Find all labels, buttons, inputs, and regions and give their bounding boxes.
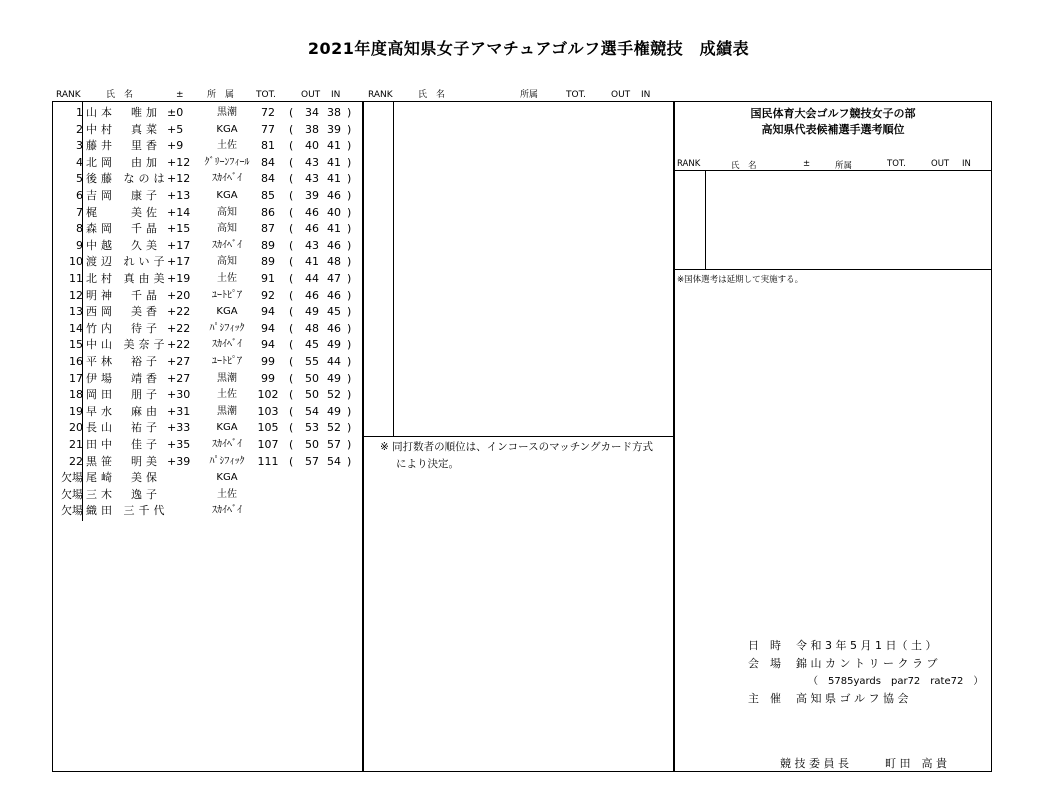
left-header-out: OUT [301, 90, 321, 100]
out-score: 54 [305, 404, 319, 418]
player-name: 黒笹 明美 [86, 454, 161, 468]
paren-close: ) [347, 205, 352, 219]
score-diff: +17 [167, 238, 191, 252]
host-value: 高 知 県 ゴ ル フ 協 会 [796, 692, 909, 705]
paren-close: ) [347, 371, 352, 385]
left-header-in: IN [331, 90, 341, 100]
absent-row [53, 487, 362, 503]
in-score: 48 [327, 255, 341, 269]
affiliation: ｽｶｲﾍﾞｲ [212, 505, 242, 517]
score-diff: +33 [167, 421, 191, 435]
rank-cell: 20 [69, 421, 83, 435]
selection-note: ※国体選考は延期して実施する。 [677, 275, 804, 285]
player-name: 長山 祐子 [86, 421, 161, 435]
total-score: 99 [261, 371, 275, 385]
player-name: 中山 美奈子 [86, 338, 169, 352]
affiliation: 高知 [217, 206, 237, 218]
rank-cell: 11 [69, 272, 83, 285]
player-name: 早水 麻由 [86, 404, 161, 418]
rank-cell: 16 [69, 355, 83, 368]
paren-close: ) [347, 454, 352, 468]
paren-open: ( [289, 371, 294, 385]
table-row [53, 371, 362, 387]
paren-close: ) [347, 238, 352, 252]
in-score: 52 [327, 388, 341, 402]
score-diff: +30 [167, 388, 191, 402]
right-table-bottom-rule [675, 269, 991, 270]
player-name: 山本 唯加 [86, 106, 161, 119]
paren-close: ) [347, 421, 352, 435]
player-name: 西岡 美香 [86, 305, 161, 319]
paren-open: ( [289, 222, 294, 236]
absent-mark: 欠場 [61, 504, 83, 518]
absent-row [53, 470, 362, 486]
mid-header-rank: RANK [368, 90, 393, 100]
paren-close: ) [347, 122, 352, 136]
date-value: 令 和 3 年 5 月 1 日（ 土 ） [796, 639, 937, 652]
in-score: 46 [327, 321, 341, 335]
venue-label: 会 場 [748, 657, 781, 670]
score-diff: +17 [167, 255, 191, 269]
right-header-in: IN [962, 159, 971, 169]
rank-cell: 13 [69, 305, 83, 319]
table-row [53, 420, 362, 436]
table-row [53, 337, 362, 353]
out-score: 41 [305, 255, 319, 269]
score-diff: +9 [167, 139, 184, 153]
out-score: 46 [305, 222, 319, 236]
score-diff: ±0 [167, 106, 184, 119]
tie-note-line1: ※ 同打数者の順位は、インコースのマッチングカード方式 [380, 441, 653, 453]
total-score: 94 [261, 338, 275, 352]
paren-close: ) [347, 438, 352, 451]
score-diff: +19 [167, 272, 191, 285]
right-header-name: 氏 名 [731, 161, 757, 171]
affiliation: ｽｶｲﾍﾞｲ [212, 173, 242, 185]
total-score: 92 [261, 288, 275, 302]
score-diff: +12 [167, 172, 191, 186]
player-name: 北岡 由加 [86, 155, 161, 169]
affiliation: 黒潮 [217, 372, 237, 384]
rank-cell: 7 [76, 205, 83, 219]
score-diff: +20 [167, 288, 191, 302]
paren-open: ( [289, 421, 294, 435]
absent-mark: 欠場 [61, 471, 83, 485]
paren-open: ( [289, 404, 294, 418]
table-row [53, 404, 362, 420]
out-score: 50 [305, 371, 319, 385]
paren-open: ( [289, 454, 294, 468]
rank-cell: 19 [69, 404, 83, 418]
total-score: 94 [261, 321, 275, 335]
right-header-affiliation: 所属 [835, 161, 853, 171]
total-score: 91 [261, 272, 275, 285]
in-score: 46 [327, 288, 341, 302]
selection-title-line2: 高知県代表候補選手選考順位 [761, 123, 905, 136]
table-row [53, 105, 362, 121]
paren-close: ) [347, 355, 352, 368]
affiliation: ｽｶｲﾍﾞｲ [212, 339, 242, 351]
in-score: 49 [327, 371, 341, 385]
out-score: 55 [305, 355, 319, 368]
total-score: 72 [261, 106, 275, 119]
table-row [53, 354, 362, 370]
affiliation: ﾕｰﾄﾋﾟｱ [212, 356, 242, 367]
player-name: 明神 千晶 [86, 288, 161, 302]
player-name: 渡辺 れい子 [86, 255, 169, 269]
total-score: 81 [261, 139, 275, 153]
score-diff: +14 [167, 205, 191, 219]
score-diff: +22 [167, 305, 191, 319]
rank-cell: 1 [76, 106, 83, 119]
affiliation: KGA [216, 190, 238, 201]
total-score: 99 [261, 355, 275, 368]
total-score: 85 [261, 189, 275, 202]
paren-open: ( [289, 255, 294, 269]
player-name: 竹内 待子 [86, 321, 161, 335]
rank-cell: 4 [76, 155, 83, 169]
affiliation: ﾊﾟｼﾌｨｯｸ [209, 322, 245, 334]
paren-open: ( [289, 388, 294, 402]
out-score: 46 [305, 288, 319, 302]
player-name: 田中 佳子 [86, 438, 161, 451]
table-row [53, 271, 362, 287]
table-row [53, 238, 362, 254]
table-row [53, 122, 362, 138]
score-diff: +31 [167, 404, 191, 418]
player-name: 三木 逸子 [86, 487, 161, 501]
left-header-rank: RANK [56, 90, 81, 100]
paren-close: ) [347, 288, 352, 302]
table-row [53, 454, 362, 470]
paren-open: ( [289, 122, 294, 136]
table-row [53, 171, 362, 187]
out-score: 43 [305, 172, 319, 186]
score-diff: +27 [167, 355, 191, 368]
out-score: 57 [305, 454, 319, 468]
table-row [53, 437, 362, 453]
left-header-diff: ± [176, 90, 184, 100]
total-score: 89 [261, 238, 275, 252]
out-score: 38 [305, 122, 319, 136]
in-score: 46 [327, 189, 341, 202]
table-row [53, 387, 362, 403]
score-diff: +22 [167, 321, 191, 335]
affiliation: KGA [216, 306, 238, 318]
absent-mark: 欠場 [61, 487, 83, 501]
player-name: 岡田 朋子 [86, 388, 161, 402]
paren-open: ( [289, 305, 294, 319]
right-header-diff: ± [803, 159, 811, 169]
out-score: 34 [305, 106, 319, 119]
score-diff: +5 [167, 122, 184, 136]
rank-cell: 8 [76, 222, 83, 236]
player-name: 中越 久美 [86, 238, 161, 252]
out-score: 45 [305, 338, 319, 352]
total-score: 107 [257, 438, 279, 451]
rank-cell: 12 [69, 288, 83, 302]
out-score: 53 [305, 421, 319, 435]
affiliation: 土佐 [217, 488, 237, 500]
paren-close: ) [347, 155, 352, 169]
rank-cell: 18 [69, 388, 83, 402]
mid-header-affiliation: 所属 [520, 90, 539, 100]
score-diff: +13 [167, 189, 191, 202]
total-score: 84 [261, 155, 275, 169]
mid-header-name: 氏 名 [418, 90, 446, 100]
paren-open: ( [289, 338, 294, 352]
paren-close: ) [347, 321, 352, 335]
in-score: 46 [327, 238, 341, 252]
in-score: 49 [327, 404, 341, 418]
left-header-name: 氏 名 [106, 90, 134, 100]
out-score: 49 [305, 305, 319, 319]
total-score: 84 [261, 172, 275, 186]
selection-title-line1: 国民体育大会ゴルフ競技女子の部 [750, 107, 916, 120]
paren-open: ( [289, 321, 294, 335]
player-name: 平林 裕子 [86, 355, 161, 368]
tie-note-line2: により決定。 [396, 458, 459, 470]
score-diff: +39 [167, 454, 191, 468]
player-name: 北村 真由美 [86, 272, 169, 285]
paren-open: ( [289, 355, 294, 368]
total-score: 86 [261, 205, 275, 219]
affiliation: 黒潮 [217, 107, 237, 118]
rank-cell: 10 [69, 255, 83, 269]
total-score: 87 [261, 222, 275, 236]
mid-note-rule [364, 436, 673, 437]
paren-close: ) [347, 404, 352, 418]
date-label: 日 時 [748, 639, 781, 652]
in-score: 41 [327, 139, 341, 153]
affiliation: 高知 [217, 223, 237, 235]
affiliation: ｸﾞﾘｰﾝﾌｨｰﾙ [204, 156, 250, 168]
in-score: 57 [327, 438, 341, 451]
in-score: 54 [327, 454, 341, 468]
paren-close: ) [347, 189, 352, 202]
player-name: 吉岡 康子 [86, 189, 161, 202]
out-score: 50 [305, 388, 319, 402]
course-value: （ 5785yards par72 rate72 ） [808, 676, 984, 687]
table-row [53, 321, 362, 337]
rank-cell: 9 [76, 238, 83, 252]
paren-open: ( [289, 272, 294, 285]
player-name: 中村 真菜 [86, 122, 161, 136]
out-score: 48 [305, 321, 319, 335]
in-score: 40 [327, 205, 341, 219]
paren-close: ) [347, 305, 352, 319]
player-name: 織田 三千代 [86, 504, 169, 518]
right-rank-divider [705, 170, 706, 269]
paren-close: ) [347, 388, 352, 402]
table-row [53, 221, 362, 237]
out-score: 46 [305, 205, 319, 219]
left-header-total: TOT. [256, 90, 276, 100]
table-row [53, 138, 362, 154]
in-score: 41 [327, 172, 341, 186]
paren-open: ( [289, 438, 294, 451]
left-header-affiliation: 所 属 [207, 90, 235, 100]
rank-cell: 6 [76, 189, 83, 202]
total-score: 111 [257, 454, 279, 468]
affiliation: KGA [216, 123, 238, 135]
in-score: 47 [327, 272, 341, 285]
total-score: 89 [261, 255, 275, 269]
right-header-out: OUT [931, 159, 950, 169]
rank-cell: 5 [76, 172, 83, 186]
mid-header-total: TOT. [566, 90, 586, 100]
player-name: 後藤 なのは [86, 172, 169, 186]
out-score: 50 [305, 438, 319, 451]
in-score: 49 [327, 338, 341, 352]
score-diff: +15 [167, 222, 191, 236]
affiliation: 土佐 [217, 140, 237, 152]
in-score: 41 [327, 222, 341, 236]
out-score: 43 [305, 155, 319, 169]
in-score: 45 [327, 305, 341, 319]
player-name: 伊場 靖香 [86, 371, 161, 385]
in-score: 39 [327, 122, 341, 136]
table-row [53, 254, 362, 270]
score-diff: +35 [167, 438, 191, 451]
paren-close: ) [347, 172, 352, 186]
total-score: 77 [261, 122, 275, 136]
paren-close: ) [347, 106, 352, 119]
paren-close: ) [347, 222, 352, 236]
affiliation: 土佐 [217, 389, 237, 401]
paren-close: ) [347, 272, 352, 285]
affiliation: ｽｶｲﾍﾞｲ [212, 439, 242, 450]
player-name: 藤井 里香 [86, 139, 161, 153]
affiliation: KGA [216, 472, 238, 484]
out-score: 39 [305, 189, 319, 202]
chair-label: 競 技 委 員 長 [780, 757, 849, 770]
table-row [53, 288, 362, 304]
right-header-rank: RANK [677, 159, 701, 169]
affiliation: ﾊﾟｼﾌｨｯｸ [209, 455, 245, 467]
in-score: 52 [327, 421, 341, 435]
out-score: 44 [305, 272, 319, 285]
paren-close: ) [347, 338, 352, 352]
paren-open: ( [289, 172, 294, 186]
affiliation: ﾕｰﾄﾋﾟｱ [212, 289, 242, 301]
affiliation: 高知 [217, 256, 237, 268]
score-diff: +12 [167, 155, 191, 169]
player-name: 尾崎 美保 [86, 471, 161, 485]
paren-open: ( [289, 155, 294, 169]
paren-open: ( [289, 238, 294, 252]
total-score: 94 [261, 305, 275, 319]
in-score: 44 [327, 355, 341, 368]
paren-close: ) [347, 139, 352, 153]
paren-open: ( [289, 139, 294, 153]
mid-rank-divider [393, 102, 394, 436]
affiliation: 黒潮 [217, 405, 237, 417]
affiliation: 土佐 [217, 273, 237, 284]
player-name: 梶 美佐 [86, 205, 161, 219]
table-row [53, 304, 362, 320]
venue-value: 錦 山 カ ン ト リ ー ク ラ ブ [796, 657, 938, 670]
page-title: 2021年度高知県女子アマチュアゴルフ選手権競技 成績表 [307, 39, 750, 58]
table-row [53, 188, 362, 204]
paren-open: ( [289, 189, 294, 202]
mid-header-in: IN [641, 90, 651, 100]
absent-row [53, 503, 362, 519]
score-diff: +22 [167, 338, 191, 352]
total-score: 105 [257, 421, 279, 435]
host-label: 主 催 [748, 692, 781, 705]
total-score: 103 [257, 404, 279, 418]
paren-open: ( [289, 205, 294, 219]
middle-panel [363, 101, 674, 772]
paren-open: ( [289, 106, 294, 119]
right-header-total: TOT. [887, 159, 906, 169]
rank-cell: 15 [69, 338, 83, 352]
rank-cell: 3 [76, 139, 83, 153]
rank-cell: 17 [69, 371, 83, 385]
player-name: 森岡 千晶 [86, 222, 161, 236]
score-diff: +27 [167, 371, 191, 385]
in-score: 38 [327, 106, 341, 119]
table-row [53, 155, 362, 171]
out-score: 40 [305, 139, 319, 153]
out-score: 43 [305, 238, 319, 252]
chair-name: 町 田 高 貴 [885, 757, 947, 770]
rank-cell: 21 [69, 438, 83, 451]
total-score: 102 [257, 388, 279, 402]
rank-cell: 14 [69, 321, 83, 335]
affiliation: ｽｶｲﾍﾞｲ [212, 239, 242, 251]
rank-cell: 2 [76, 122, 83, 136]
right-header-rule [675, 170, 991, 171]
results-table [52, 101, 363, 772]
affiliation: KGA [216, 422, 238, 434]
rank-cell: 22 [69, 454, 83, 468]
table-row [53, 205, 362, 221]
mid-header-out: OUT [611, 90, 631, 100]
paren-open: ( [289, 288, 294, 302]
paren-close: ) [347, 255, 352, 269]
in-score: 41 [327, 155, 341, 169]
